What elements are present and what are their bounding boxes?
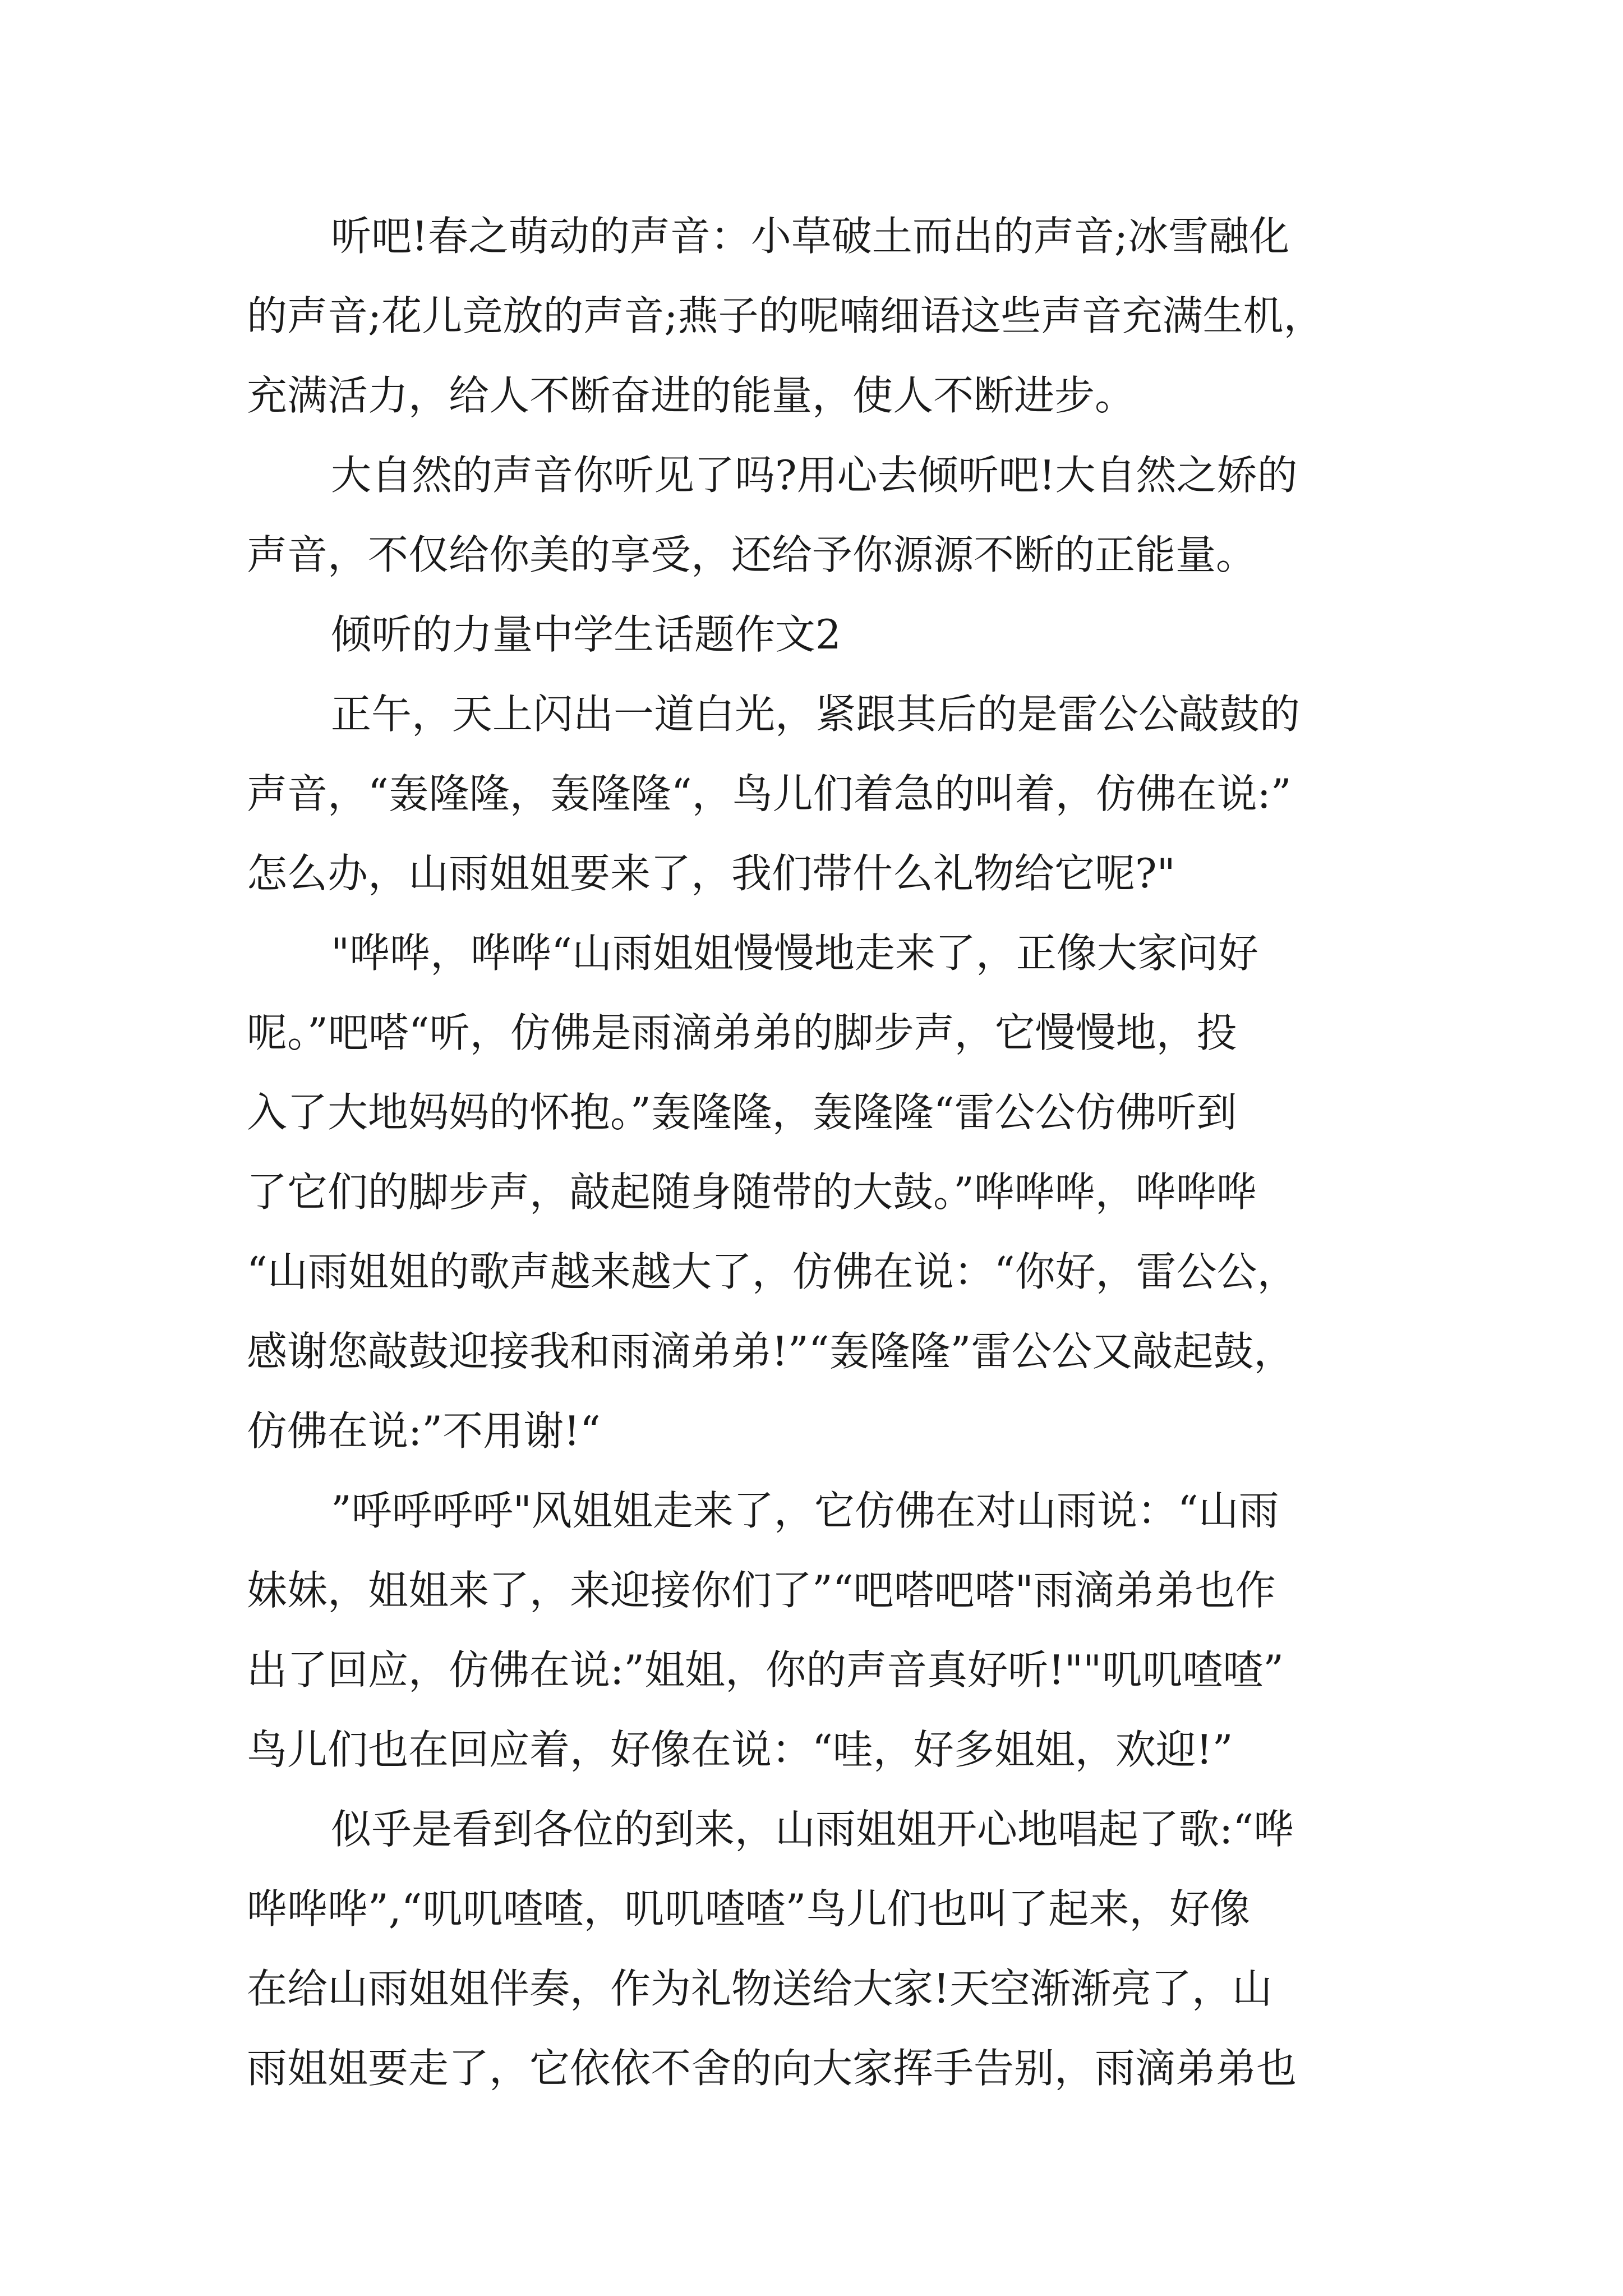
paragraph-line: 大自然的声音你听见了吗?用心去倾听吧!大自然之娇的 xyxy=(331,452,1298,499)
paragraph-line: 感谢您敲鼓迎接我和雨滴弟弟!”“轰隆隆”雷公公又敲起鼓， xyxy=(247,1328,1294,1375)
paragraph-line: 出了回应，仿佛在说:”姐姐，你的声音真好听!""叽叽喳喳” xyxy=(247,1646,1284,1694)
paragraph-line: 充满活力，给人不断奋进的能量，使人不断进步。 xyxy=(247,372,1136,419)
paragraph-line: 鸟儿们也在回应着，好像在说：“哇，好多姐姐，欢迎!” xyxy=(247,1726,1233,1773)
paragraph-line: “山雨姐姐的歌声越来越大了，仿佛在说：“你好，雷公公， xyxy=(247,1248,1298,1295)
paragraph-line: 声音，不仅给你美的享受，还给予你源源不断的正能量。 xyxy=(247,531,1257,578)
paragraph-line: 了它们的脚步声，敲起随身随带的大鼓。”哗哗哗，哗哗哗 xyxy=(247,1168,1257,1216)
paragraph-line: 正午，天上闪出一道白光，紧跟其后的是雷公公敲鼓的 xyxy=(331,691,1301,738)
paragraph-line: 妹妹，姐姐来了，来迎接你们了”“吧嗒吧嗒"雨滴弟弟也作 xyxy=(247,1567,1276,1614)
paragraph-line: "哗哗，哗哗“山雨姐姐慢慢地走来了，正像大家问好 xyxy=(331,930,1258,977)
paragraph-line: 仿佛在说:”不用谢!“ xyxy=(247,1407,601,1455)
section-title: 倾听的力量中学生话题作文2 xyxy=(331,611,841,658)
paragraph-line: 的声音;花儿竞放的声音;燕子的呢喃细语这些声音充满生机， xyxy=(247,292,1324,339)
document-body xyxy=(247,196,1430,2108)
paragraph-line: 在给山雨姐姐伴奏，作为礼物送给大家!天空渐渐亮了，山 xyxy=(247,1965,1272,2012)
paragraph-line: 雨姐姐要走了，它依依不舍的向大家挥手告别，雨滴弟弟也 xyxy=(247,2045,1297,2092)
paragraph-line: 听吧!春之萌动的声音：小草破土而出的声音;冰雪融化 xyxy=(331,213,1290,260)
paragraph-line: 呢。”吧嗒“听，仿佛是雨滴弟弟的脚步声，它慢慢地，投 xyxy=(247,1009,1237,1056)
paragraph-line: 声音，“轰隆隆，轰隆隆“，鸟儿们着急的叫着，仿佛在说:” xyxy=(247,770,1292,817)
paragraph-line: ”呼呼呼呼"风姐姐走来了，它仿佛在对山雨说：“山雨 xyxy=(331,1487,1279,1534)
paragraph-line: 怎么办，山雨姐姐要来了，我们带什么礼物给它呢?" xyxy=(247,850,1175,897)
paragraph-line: 入了大地妈妈的怀抱。”轰隆隆，轰隆隆“雷公公仿佛听到 xyxy=(247,1089,1237,1136)
paragraph-line: 似乎是看到各位的到来，山雨姐姐开心地唱起了歌:“哗 xyxy=(331,1806,1294,1853)
paragraph-line: 哗哗哗”,“叽叽喳喳，叽叽喳喳”鸟儿们也叫了起来，好像 xyxy=(247,1885,1251,1932)
